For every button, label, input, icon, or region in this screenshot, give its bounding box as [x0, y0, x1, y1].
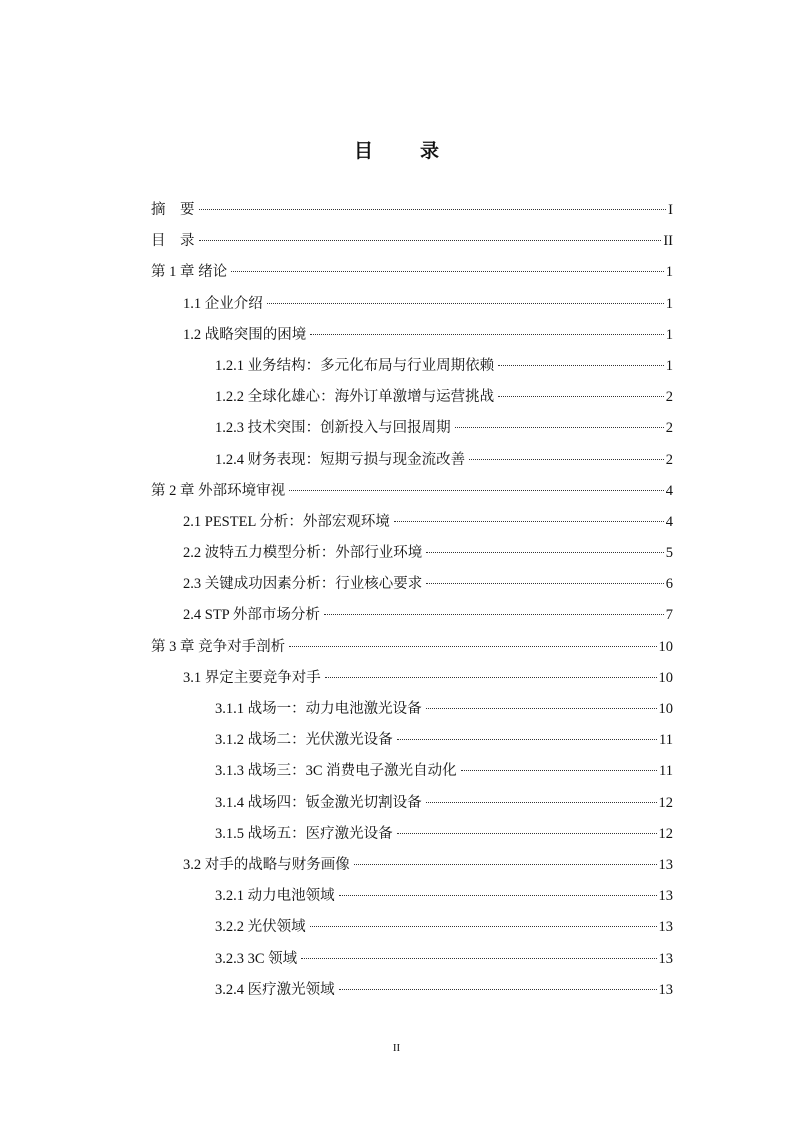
toc-entry-page: II — [663, 233, 673, 250]
toc-entry-page: 13 — [658, 919, 673, 936]
toc-entry[interactable] — [151, 884, 673, 915]
toc-entry-label: 3.2.4 医疗激光领域 — [215, 981, 335, 998]
toc-entry-page: 7 — [665, 607, 673, 624]
toc-entry-label: 2.1 PESTEL 分析：外部宏观环境 — [183, 513, 390, 530]
leader-dots — [310, 334, 664, 335]
toc-entry-page: 1 — [665, 357, 673, 374]
toc-entry-label: 3.2 对手的战略与财务画像 — [183, 856, 350, 873]
leader-dots — [301, 958, 656, 959]
page-number: II — [392, 1042, 401, 1054]
leader-dots — [461, 770, 657, 771]
toc-entry[interactable] — [151, 666, 673, 697]
toc-entry-page: 4 — [665, 513, 673, 530]
leader-dots — [498, 396, 664, 397]
toc-entry[interactable] — [151, 728, 673, 759]
toc-entry[interactable] — [151, 947, 673, 978]
toc-entry[interactable] — [151, 915, 673, 946]
toc-entry-page: 1 — [665, 326, 673, 343]
leader-dots — [498, 365, 664, 366]
toc-entry[interactable] — [151, 323, 673, 354]
toc-entry-page: 1 — [665, 295, 673, 312]
toc-entry-label: 2.3 关键成功因素分析：行业核心要求 — [183, 576, 423, 593]
toc-entry[interactable] — [151, 853, 673, 884]
toc-entry[interactable] — [151, 541, 673, 572]
table-of-contents — [151, 198, 673, 1009]
toc-entry[interactable] — [151, 697, 673, 728]
toc-entry-page: 2 — [665, 389, 673, 406]
toc-entry[interactable] — [151, 354, 673, 385]
leader-dots — [339, 989, 657, 990]
toc-entry[interactable] — [151, 260, 673, 291]
toc-entry-label: 3.1.5 战场五：医疗激光设备 — [215, 825, 393, 842]
toc-entry-page: 12 — [658, 794, 673, 811]
leader-dots — [199, 240, 662, 241]
toc-entry-page: 13 — [658, 981, 673, 998]
leader-dots — [394, 521, 664, 522]
toc-entry-label: 第 3 章 竞争对手剖析 — [151, 638, 286, 655]
leader-dots — [469, 459, 664, 460]
leader-dots — [397, 739, 657, 740]
toc-entry[interactable] — [151, 635, 673, 666]
toc-entry-label: 2.2 波特五力模型分析：外部行业环境 — [183, 545, 423, 562]
toc-entry-page: 10 — [658, 638, 673, 655]
leader-dots — [324, 614, 664, 615]
leader-dots — [289, 646, 656, 647]
toc-entry-label: 1.1 企业介绍 — [183, 295, 263, 312]
toc-entry-label: 3.1.3 战场三：3C 消费电子激光自动化 — [215, 763, 457, 780]
toc-entry-label: 3.1.2 战场二：光伏激光设备 — [215, 732, 393, 749]
toc-entry[interactable] — [151, 385, 673, 416]
toc-entry-label: 1.2.1 业务结构：多元化布局与行业周期依赖 — [215, 357, 495, 374]
toc-entry-page: 5 — [665, 545, 673, 562]
toc-entry-label: 目 录 — [151, 233, 195, 250]
toc-entry-page: 4 — [665, 482, 673, 499]
toc-entry-label: 2.4 STP 外部市场分析 — [183, 607, 320, 624]
toc-entry[interactable] — [151, 978, 673, 1009]
toc-entry-page: 1 — [665, 264, 673, 281]
toc-entry[interactable] — [151, 603, 673, 634]
toc-entry-label: 3.2.2 光伏领域 — [215, 919, 306, 936]
toc-entry-label: 摘 要 — [151, 202, 195, 218]
toc-entry-label: 3.1.1 战场一：动力电池激光设备 — [215, 701, 422, 717]
leader-dots — [231, 271, 664, 272]
toc-entry-label: 1.2.3 技术突围：创新投入与回报周期 — [215, 420, 451, 437]
leader-dots — [310, 926, 657, 927]
toc-entry-page: 10 — [658, 669, 673, 686]
toc-entry-label: 1.2.2 全球化雄心：海外订单激增与运营挑战 — [215, 389, 495, 406]
toc-entry-page: 12 — [658, 825, 673, 842]
leader-dots — [325, 677, 657, 678]
toc-entry-label: 第 1 章 绪论 — [151, 264, 228, 281]
toc-entry[interactable] — [151, 822, 673, 853]
toc-entry-page: 13 — [658, 950, 673, 967]
toc-entry[interactable] — [151, 416, 673, 447]
leader-dots — [426, 552, 664, 553]
page-title: 目 录 — [353, 140, 453, 162]
toc-entry[interactable] — [151, 292, 673, 323]
leader-dots — [267, 303, 664, 304]
toc-entry-page: 11 — [659, 732, 673, 749]
leader-dots — [455, 427, 664, 428]
leader-dots — [199, 209, 667, 210]
toc-entry-page: 2 — [665, 451, 673, 468]
leader-dots — [426, 802, 657, 803]
toc-entry[interactable] — [151, 510, 673, 541]
toc-entry-page: 13 — [658, 856, 673, 873]
toc-entry[interactable] — [151, 759, 673, 790]
toc-entry-label: 3.1.4 战场四：钣金激光切割设备 — [215, 794, 422, 811]
toc-entry[interactable] — [151, 791, 673, 822]
toc-entry-page: I — [668, 202, 673, 218]
toc-entry-label: 第 2 章 外部环境审视 — [151, 482, 286, 499]
toc-entry[interactable] — [151, 479, 673, 510]
toc-entry[interactable] — [151, 229, 673, 260]
leader-dots — [339, 895, 657, 896]
leader-dots — [426, 583, 664, 584]
leader-dots — [397, 833, 657, 834]
toc-entry[interactable] — [151, 572, 673, 603]
toc-entry[interactable] — [151, 198, 673, 229]
toc-entry-page: 11 — [659, 763, 673, 780]
leader-dots — [354, 864, 657, 865]
toc-entry-label: 1.2.4 财务表现：短期亏损与现金流改善 — [215, 451, 466, 468]
toc-entry-label: 3.2.3 3C 领域 — [215, 950, 298, 967]
toc-entry-page: 13 — [658, 888, 673, 905]
toc-entry-page: 10 — [658, 701, 673, 717]
toc-entry-label: 1.2 战略突围的困境 — [183, 326, 307, 343]
toc-entry-label: 3.1 界定主要竞争对手 — [183, 669, 321, 686]
leader-dots — [426, 708, 657, 709]
leader-dots — [289, 490, 664, 491]
toc-entry[interactable] — [151, 448, 673, 479]
toc-entry-label: 3.2.1 动力电池领域 — [215, 888, 335, 905]
toc-entry-page: 2 — [665, 420, 673, 437]
toc-entry-page: 6 — [665, 576, 673, 593]
